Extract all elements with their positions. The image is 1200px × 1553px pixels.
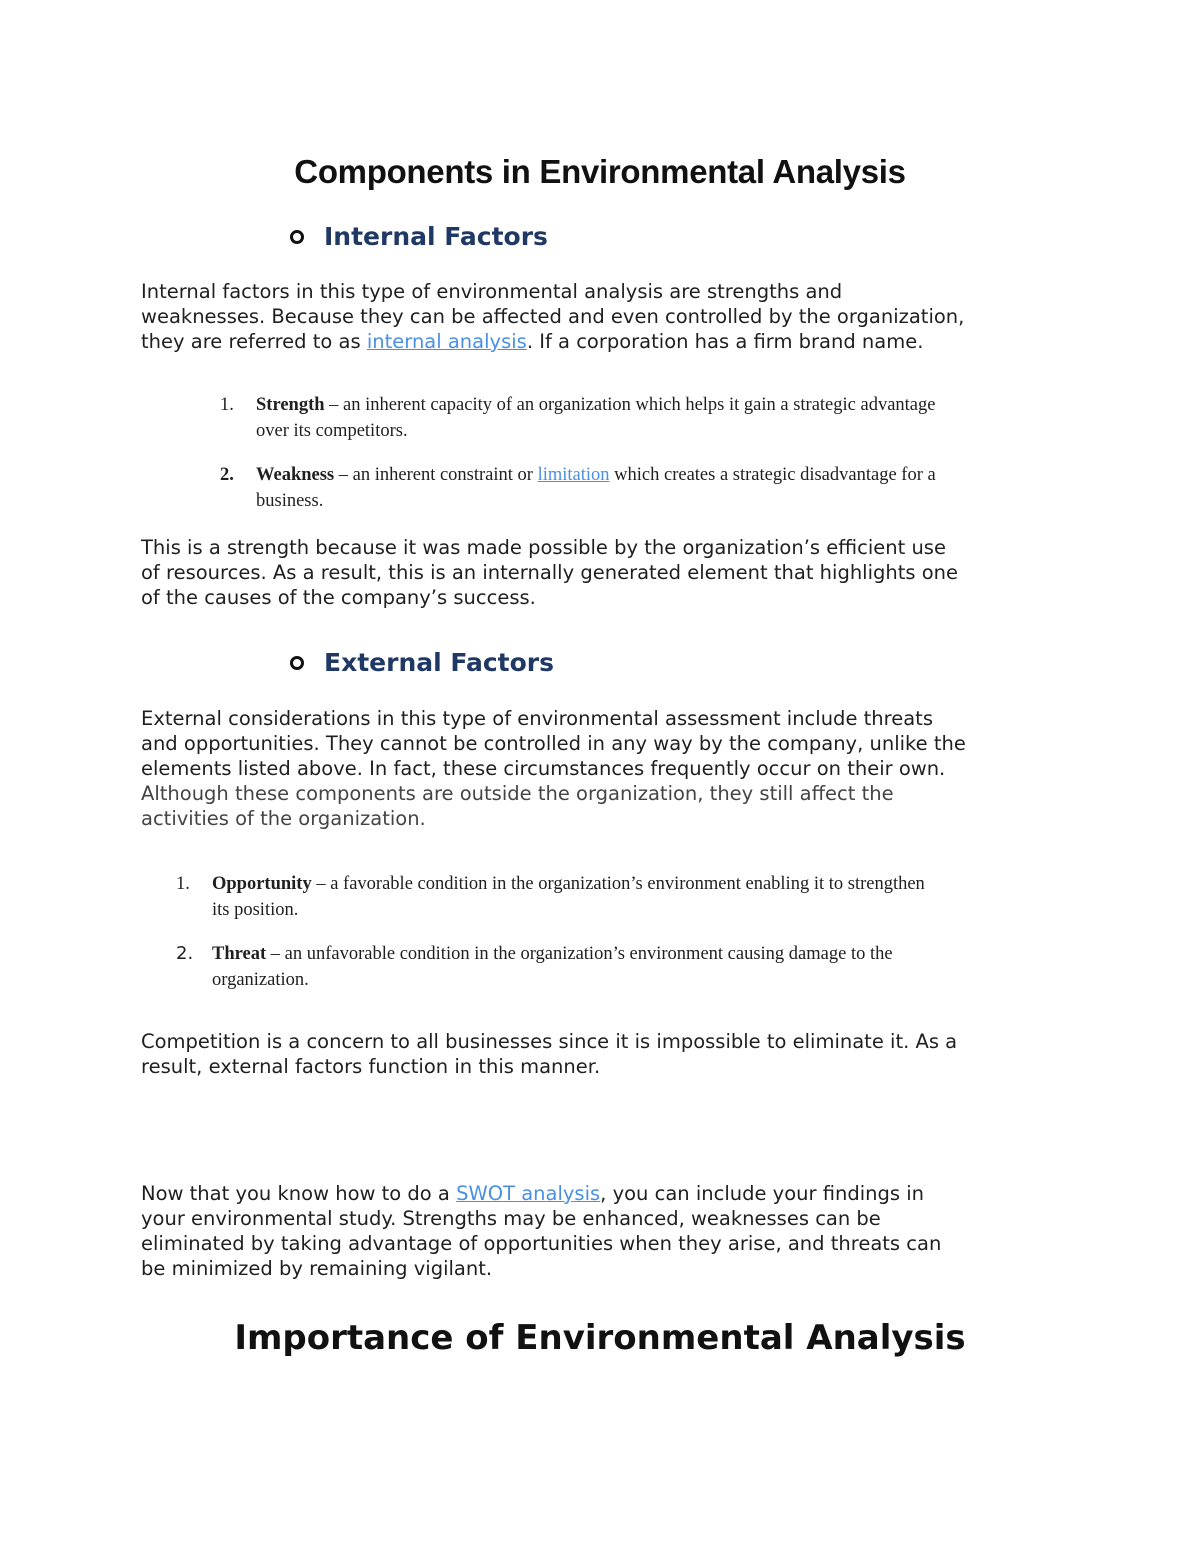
limitation-link[interactable]: limitation (537, 465, 610, 485)
list-text: – an unfavorable condition in the organization’s environment causing damage to the (266, 944, 893, 964)
external-outro-line: result, external factors function in this manner. (141, 1055, 601, 1078)
swot-line: be minimized by remaining vigilant. (141, 1257, 493, 1280)
list-number: 2. (220, 465, 234, 485)
hollow-circle-bullet-icon (290, 230, 304, 244)
internal-intro-paragraph (141, 279, 1081, 354)
internal-analysis-link[interactable]: internal analysis (366, 330, 527, 353)
external-intro-line: Although these components are outside the organization, they still affect the (141, 782, 894, 805)
swot-line: your environmental study. Strengths may be enhanced, weaknesses can be (141, 1207, 881, 1230)
internal-outro-line: This is a strength because it was made possible by the organization’s efficient use (141, 536, 946, 559)
list-term: Weakness (256, 465, 335, 485)
list-text: business. (256, 491, 324, 511)
list-text: – an inherent capacity of an organization which helps it gain a strategic advantage (324, 395, 936, 415)
external-intro-line: and opportunities. They cannot be controlled in any way by the company, unlike the (141, 732, 966, 755)
list-text: its position. (212, 900, 299, 920)
swot-line: eliminated by taking advantage of opportunities when they arise, and threats can (141, 1232, 942, 1255)
swot-paragraph (141, 1181, 1081, 1281)
external-factors-heading (290, 648, 554, 677)
internal-intro-text: they are referred to as (141, 330, 367, 353)
list-body (212, 941, 893, 993)
list-text: – a favorable condition in the organization’s environment enabling it to strengthen (311, 874, 925, 894)
list-number: 1. (220, 395, 234, 415)
internal-outro-line: of resources. As a result, this is an internally generated element that highlights one (141, 561, 959, 584)
external-outro-line: Competition is a concern to all businesses since it is impossible to eliminate it. As a (141, 1030, 958, 1053)
list-number: 2. (176, 943, 194, 964)
external-intro-paragraph (141, 706, 1081, 831)
swot-text: Now that you know how to do a (141, 1182, 457, 1205)
list-text: organization. (212, 970, 309, 990)
internal-outro-paragraph (141, 535, 1081, 610)
internal-intro-text: . If a corporation has a firm brand name. (526, 330, 924, 353)
swot-analysis-link[interactable]: SWOT analysis (456, 1182, 601, 1205)
hollow-circle-bullet-icon (290, 656, 304, 670)
external-outro-paragraph (141, 1029, 1081, 1079)
external-intro-line: External considerations in this type of environmental assessment include threats (141, 707, 933, 730)
list-text: which creates a strategic disadvantage for a (609, 465, 936, 485)
list-body (212, 871, 925, 923)
list-number: 1. (176, 874, 190, 894)
internal-intro-line: Internal factors in this type of environmental analysis are strengths and (141, 280, 843, 303)
external-factors-heading-text: External Factors (324, 648, 555, 677)
internal-intro-line: weaknesses. Because they can be affected and even controlled by the organization, (141, 305, 965, 328)
list-text: over its competitors. (256, 421, 408, 441)
internal-outro-line: of the causes of the company’s success. (141, 586, 536, 609)
internal-intro-line (141, 329, 1081, 354)
list-text: – an inherent constraint or (334, 465, 538, 485)
list-term: Threat (212, 944, 267, 964)
swot-line (141, 1181, 1081, 1206)
internal-factors-heading (290, 222, 548, 251)
page-title: Components in Environmental Analysis (294, 153, 906, 190)
list-body (256, 462, 936, 514)
list-term: Strength (256, 395, 325, 415)
swot-text: , you can include your findings in (600, 1182, 925, 1205)
internal-factors-heading-text: Internal Factors (324, 222, 548, 251)
list-term: Opportunity (212, 874, 312, 894)
external-intro-line: elements listed above. In fact, these circumstances frequently occur on their own. (141, 757, 946, 780)
importance-heading: Importance of Environmental Analysis (234, 1318, 966, 1358)
external-intro-line: activities of the organization. (141, 807, 426, 830)
list-body (256, 392, 935, 444)
